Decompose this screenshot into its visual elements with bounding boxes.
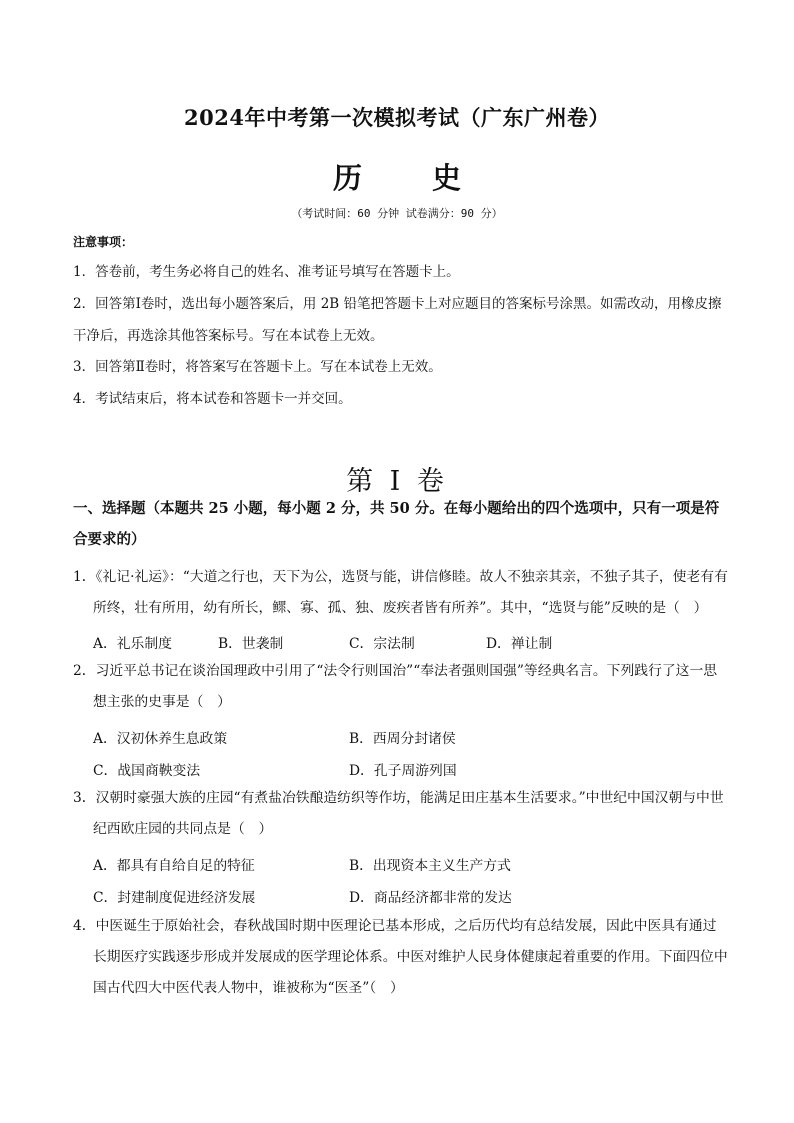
option-a[interactable]: A．都具有自给自足的特征 [93, 858, 255, 874]
option-c[interactable]: C．封建制度促进经济发展 [93, 890, 256, 906]
notice-item: 2．回答第Ⅰ卷时，选出每小题答案后，用 2B 铅笔把答题卡上对应题目的答案标号涂黑。如需改动，用橡皮擦干净后，再选涂其他答案标号。写在本试卷上无效。 [73, 296, 722, 344]
option-a[interactable]: A．汉初休养生息政策 [93, 731, 228, 747]
notice-item: 4．考试结束后，将本试卷和答题卡一并交回。 [73, 391, 352, 407]
notice-heading: 注意事项： [73, 235, 134, 249]
option-c[interactable]: C．宗法制 [349, 636, 415, 652]
question-4-stem: 4．中医诞生于原始社会，春秋战国时期中医理论已基本形成，之后历代均有总结发展，因此中医具有通过长期医疗实践逐步形成并发展成的医学理论体系。中医对维护人民身体健康起着重要的作用。下面四位中国古代四大中医代表人物中，谁被称为“医圣”（ ） [73, 918, 728, 996]
exam-title: 2024年中考第一次模拟考试（广东广州卷） [184, 105, 610, 130]
question-3-stem: 3．汉朝时豪强大族的庄园“有煮盐冶铁酿造纺织等作坊，能满足田庄基本生活要求。”中世纪中国汉朝与中世纪西欧庄园的共同点是（ ） [73, 790, 724, 837]
notice-item: 3．回答第Ⅱ卷时，将答案写在答题卡上。写在本试卷上无效。 [73, 359, 442, 375]
option-c[interactable]: C．战国商鞅变法 [93, 763, 201, 779]
subject-title: 历 史 [332, 161, 492, 195]
question-2-stem: 2．习近平总书记在谈治国理政中引用了“法令行则国治”“奉法者强则国强”等经典名言。下列践行了这一思想主张的史事是（ ） [73, 663, 718, 710]
option-d[interactable]: D．禅让制 [486, 636, 553, 652]
section-title: 第 I 卷 [346, 466, 448, 497]
notice-item: 1．答卷前，考生务必将自己的姓名、准考证号填写在答题卡上。 [73, 264, 460, 280]
option-b[interactable]: B．世袭制 [218, 636, 284, 652]
question-1-stem: 1．《礼记·礼运》：“大道之行也，天下为公，选贤与能，讲信修睦。故人不独亲其亲，不独子其子，使老有有所终，壮有所用，幼有所长，鳏、寡、孤、独、废疾者皆有所养”。其中，“选贤与能”反映的是（ ） [73, 569, 728, 616]
option-b[interactable]: B．西周分封诸侯 [349, 731, 456, 747]
option-a[interactable]: A．礼乐制度 [93, 636, 172, 652]
option-d[interactable]: D．孔子周游列国 [349, 763, 457, 779]
option-b[interactable]: B．出现资本主义生产方式 [349, 858, 511, 874]
option-d[interactable]: D．商品经济都非常的发达 [349, 890, 512, 906]
part-description: 一、选择题（本题共 25 小题，每小题 2 分，共 50 分。在每小题给出的四个选项中，只有一项是符合要求的） [73, 500, 720, 548]
exam-meta: （考试时间：60 分钟 试卷满分：90 分） [291, 207, 503, 220]
